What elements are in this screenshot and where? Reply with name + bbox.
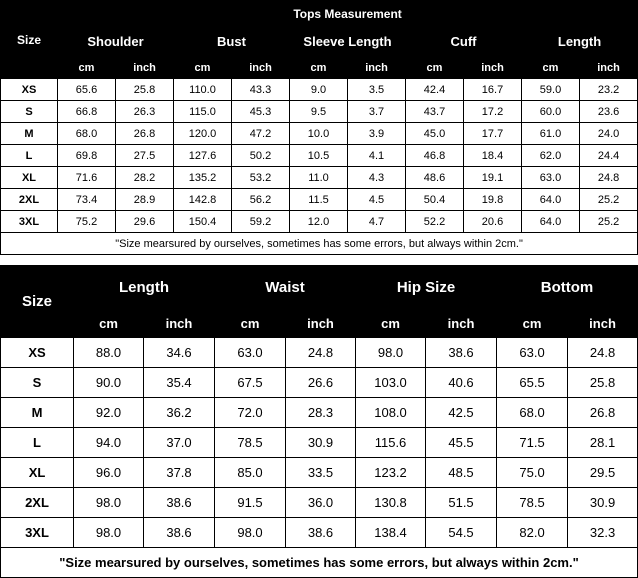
bottoms-row-size: L bbox=[1, 428, 74, 458]
tops-cell: 11.0 bbox=[290, 167, 348, 189]
bottoms-measurement-table bbox=[0, 265, 638, 578]
tops-note: "Size mearsured by ourselves, sometimes has some errors, but always within 2cm." bbox=[1, 233, 638, 255]
tops-cell: 28.9 bbox=[116, 189, 174, 211]
tops-size-header: Size bbox=[1, 1, 58, 79]
bottoms-cell: 38.6 bbox=[144, 488, 215, 518]
tops-group-cuff: Cuff bbox=[406, 27, 522, 57]
bottoms-cell: 63.0 bbox=[215, 338, 286, 368]
bottoms-group-waist: Waist bbox=[215, 266, 356, 310]
tops-cell: 50.2 bbox=[232, 145, 290, 167]
tops-unit-3: inch bbox=[232, 57, 290, 79]
tops-cell: 45.0 bbox=[406, 123, 464, 145]
table-row bbox=[1, 123, 638, 145]
tops-cell: 24.4 bbox=[580, 145, 638, 167]
tops-cell: 47.2 bbox=[232, 123, 290, 145]
tops-row-size: M bbox=[1, 123, 58, 145]
tops-cell: 142.8 bbox=[174, 189, 232, 211]
bottoms-unit-4: cm bbox=[356, 310, 426, 338]
table-row bbox=[1, 189, 638, 211]
bottoms-cell: 38.6 bbox=[144, 518, 215, 548]
tops-cell: 45.3 bbox=[232, 101, 290, 123]
bottoms-cell: 33.5 bbox=[286, 458, 356, 488]
table-row bbox=[1, 338, 638, 368]
bottoms-cell: 96.0 bbox=[74, 458, 144, 488]
bottoms-cell: 98.0 bbox=[215, 518, 286, 548]
bottoms-cell: 67.5 bbox=[215, 368, 286, 398]
tops-cell: 64.0 bbox=[522, 211, 580, 233]
tops-cell: 19.1 bbox=[464, 167, 522, 189]
bottoms-group-bottom: Bottom bbox=[497, 266, 638, 310]
tops-cell: 4.1 bbox=[348, 145, 406, 167]
tops-cell: 29.6 bbox=[116, 211, 174, 233]
tops-cell: 27.5 bbox=[116, 145, 174, 167]
bottoms-cell: 30.9 bbox=[568, 488, 638, 518]
tops-unit-8: cm bbox=[522, 57, 580, 79]
bottoms-cell: 85.0 bbox=[215, 458, 286, 488]
bottoms-row-size: XS bbox=[1, 338, 74, 368]
bottoms-cell: 32.3 bbox=[568, 518, 638, 548]
bottoms-cell: 92.0 bbox=[74, 398, 144, 428]
bottoms-unit-row bbox=[1, 310, 638, 338]
bottoms-unit-0: cm bbox=[74, 310, 144, 338]
bottoms-cell: 25.8 bbox=[568, 368, 638, 398]
tops-unit-row bbox=[1, 57, 638, 79]
bottoms-row-size: 3XL bbox=[1, 518, 74, 548]
tops-cell: 56.2 bbox=[232, 189, 290, 211]
tops-row-size: L bbox=[1, 145, 58, 167]
bottoms-cell: 138.4 bbox=[356, 518, 426, 548]
tops-cell: 25.8 bbox=[116, 79, 174, 101]
tops-cell: 69.8 bbox=[58, 145, 116, 167]
bottoms-cell: 103.0 bbox=[356, 368, 426, 398]
tops-row-size: XL bbox=[1, 167, 58, 189]
bottoms-group-hip-size: Hip Size bbox=[356, 266, 497, 310]
tops-cell: 4.7 bbox=[348, 211, 406, 233]
bottoms-cell: 75.0 bbox=[497, 458, 568, 488]
tops-cell: 20.6 bbox=[464, 211, 522, 233]
tops-cell: 73.4 bbox=[58, 189, 116, 211]
table-row bbox=[1, 398, 638, 428]
bottoms-cell: 34.6 bbox=[144, 338, 215, 368]
tops-cell: 64.0 bbox=[522, 189, 580, 211]
bottoms-cell: 82.0 bbox=[497, 518, 568, 548]
tops-cell: 10.0 bbox=[290, 123, 348, 145]
tops-cell: 50.4 bbox=[406, 189, 464, 211]
bottoms-cell: 38.6 bbox=[426, 338, 497, 368]
bottoms-cell: 63.0 bbox=[497, 338, 568, 368]
tops-cell: 150.4 bbox=[174, 211, 232, 233]
tops-cell: 18.4 bbox=[464, 145, 522, 167]
tops-cell: 19.8 bbox=[464, 189, 522, 211]
tops-cell: 43.3 bbox=[232, 79, 290, 101]
tops-cell: 16.7 bbox=[464, 79, 522, 101]
table-row bbox=[1, 167, 638, 189]
tops-unit-6: cm bbox=[406, 57, 464, 79]
tops-cell: 24.0 bbox=[580, 123, 638, 145]
tops-cell: 65.6 bbox=[58, 79, 116, 101]
tops-cell: 3.5 bbox=[348, 79, 406, 101]
tops-cell: 25.2 bbox=[580, 211, 638, 233]
bottoms-cell: 94.0 bbox=[74, 428, 144, 458]
bottoms-cell: 42.5 bbox=[426, 398, 497, 428]
tops-cell: 52.2 bbox=[406, 211, 464, 233]
bottoms-cell: 68.0 bbox=[497, 398, 568, 428]
tops-cell: 115.0 bbox=[174, 101, 232, 123]
tops-cell: 3.9 bbox=[348, 123, 406, 145]
tops-unit-5: inch bbox=[348, 57, 406, 79]
bottoms-unit-5: inch bbox=[426, 310, 497, 338]
tops-cell: 26.8 bbox=[116, 123, 174, 145]
bottoms-cell: 130.8 bbox=[356, 488, 426, 518]
tops-cell: 9.5 bbox=[290, 101, 348, 123]
bottoms-cell: 98.0 bbox=[356, 338, 426, 368]
tops-cell: 62.0 bbox=[522, 145, 580, 167]
bottoms-row-size: M bbox=[1, 398, 74, 428]
tops-group-shoulder: Shoulder bbox=[58, 27, 174, 57]
table-row bbox=[1, 518, 638, 548]
bottoms-cell: 28.3 bbox=[286, 398, 356, 428]
tops-unit-4: cm bbox=[290, 57, 348, 79]
tops-cell: 23.6 bbox=[580, 101, 638, 123]
tops-cell: 48.6 bbox=[406, 167, 464, 189]
bottoms-group-row bbox=[1, 266, 638, 310]
bottoms-unit-6: cm bbox=[497, 310, 568, 338]
bottoms-cell: 91.5 bbox=[215, 488, 286, 518]
tops-row-size: 3XL bbox=[1, 211, 58, 233]
tops-cell: 127.6 bbox=[174, 145, 232, 167]
bottoms-unit-7: inch bbox=[568, 310, 638, 338]
table-row bbox=[1, 428, 638, 458]
bottoms-cell: 37.0 bbox=[144, 428, 215, 458]
tops-title-row bbox=[1, 1, 638, 27]
tops-cell: 135.2 bbox=[174, 167, 232, 189]
tops-cell: 42.4 bbox=[406, 79, 464, 101]
tops-row-size: 2XL bbox=[1, 189, 58, 211]
bottoms-cell: 24.8 bbox=[286, 338, 356, 368]
tops-unit-0: cm bbox=[58, 57, 116, 79]
tops-group-row bbox=[1, 27, 638, 57]
tops-cell: 120.0 bbox=[174, 123, 232, 145]
bottoms-cell: 28.1 bbox=[568, 428, 638, 458]
bottoms-cell: 45.5 bbox=[426, 428, 497, 458]
tops-title: Tops Measurement bbox=[58, 1, 638, 27]
tops-cell: 17.2 bbox=[464, 101, 522, 123]
bottoms-cell: 72.0 bbox=[215, 398, 286, 428]
bottoms-cell: 51.5 bbox=[426, 488, 497, 518]
table-row bbox=[1, 145, 638, 167]
tops-cell: 24.8 bbox=[580, 167, 638, 189]
bottoms-cell: 38.6 bbox=[286, 518, 356, 548]
tops-cell: 59.2 bbox=[232, 211, 290, 233]
tops-cell: 66.8 bbox=[58, 101, 116, 123]
tops-unit-1: inch bbox=[116, 57, 174, 79]
bottoms-row-size: S bbox=[1, 368, 74, 398]
bottoms-unit-1: inch bbox=[144, 310, 215, 338]
bottoms-cell: 24.8 bbox=[568, 338, 638, 368]
bottoms-cell: 65.5 bbox=[497, 368, 568, 398]
tops-unit-9: inch bbox=[580, 57, 638, 79]
table-row bbox=[1, 368, 638, 398]
bottoms-cell: 36.0 bbox=[286, 488, 356, 518]
tops-cell: 68.0 bbox=[58, 123, 116, 145]
bottoms-size-header: Size bbox=[1, 266, 74, 338]
bottoms-note: "Size mearsured by ourselves, sometimes has some errors, but always within 2cm." bbox=[1, 548, 638, 578]
tops-group-sleeve-length: Sleeve Length bbox=[290, 27, 406, 57]
tops-group-length: Length bbox=[522, 27, 638, 57]
tops-unit-2: cm bbox=[174, 57, 232, 79]
bottoms-cell: 26.8 bbox=[568, 398, 638, 428]
tops-group-bust: Bust bbox=[174, 27, 290, 57]
tops-cell: 28.2 bbox=[116, 167, 174, 189]
tops-cell: 17.7 bbox=[464, 123, 522, 145]
tops-cell: 25.2 bbox=[580, 189, 638, 211]
tops-cell: 60.0 bbox=[522, 101, 580, 123]
tops-cell: 4.5 bbox=[348, 189, 406, 211]
tops-cell: 10.5 bbox=[290, 145, 348, 167]
tops-cell: 59.0 bbox=[522, 79, 580, 101]
tops-measurement-table bbox=[0, 0, 638, 255]
bottoms-cell: 98.0 bbox=[74, 488, 144, 518]
tops-cell: 12.0 bbox=[290, 211, 348, 233]
tops-cell: 63.0 bbox=[522, 167, 580, 189]
bottoms-cell: 115.6 bbox=[356, 428, 426, 458]
bottoms-cell: 90.0 bbox=[74, 368, 144, 398]
table-row bbox=[1, 211, 638, 233]
tops-cell: 26.3 bbox=[116, 101, 174, 123]
tops-row-size: S bbox=[1, 101, 58, 123]
bottoms-row-size: XL bbox=[1, 458, 74, 488]
bottoms-cell: 98.0 bbox=[74, 518, 144, 548]
tops-unit-7: inch bbox=[464, 57, 522, 79]
bottoms-unit-2: cm bbox=[215, 310, 286, 338]
tops-cell: 23.2 bbox=[580, 79, 638, 101]
table-row bbox=[1, 101, 638, 123]
bottoms-measurement-section bbox=[0, 265, 637, 578]
tops-cell: 53.2 bbox=[232, 167, 290, 189]
bottoms-cell: 71.5 bbox=[497, 428, 568, 458]
bottoms-cell: 108.0 bbox=[356, 398, 426, 428]
bottoms-row-size: 2XL bbox=[1, 488, 74, 518]
tops-note-row bbox=[1, 233, 638, 255]
bottoms-unit-3: inch bbox=[286, 310, 356, 338]
bottoms-cell: 88.0 bbox=[74, 338, 144, 368]
tops-cell: 4.3 bbox=[348, 167, 406, 189]
bottoms-cell: 26.6 bbox=[286, 368, 356, 398]
bottoms-note-row bbox=[1, 548, 638, 578]
bottoms-cell: 54.5 bbox=[426, 518, 497, 548]
bottoms-cell: 29.5 bbox=[568, 458, 638, 488]
tops-cell: 110.0 bbox=[174, 79, 232, 101]
table-row bbox=[1, 458, 638, 488]
tops-cell: 43.7 bbox=[406, 101, 464, 123]
tops-row-size: XS bbox=[1, 79, 58, 101]
tops-cell: 71.6 bbox=[58, 167, 116, 189]
bottoms-cell: 78.5 bbox=[215, 428, 286, 458]
table-row bbox=[1, 79, 638, 101]
table-row bbox=[1, 488, 638, 518]
tops-cell: 75.2 bbox=[58, 211, 116, 233]
tops-cell: 61.0 bbox=[522, 123, 580, 145]
bottoms-cell: 40.6 bbox=[426, 368, 497, 398]
bottoms-cell: 48.5 bbox=[426, 458, 497, 488]
bottoms-cell: 78.5 bbox=[497, 488, 568, 518]
bottoms-cell: 123.2 bbox=[356, 458, 426, 488]
bottoms-cell: 37.8 bbox=[144, 458, 215, 488]
tops-cell: 3.7 bbox=[348, 101, 406, 123]
bottoms-cell: 36.2 bbox=[144, 398, 215, 428]
bottoms-group-length: Length bbox=[74, 266, 215, 310]
tops-cell: 46.8 bbox=[406, 145, 464, 167]
tops-cell: 9.0 bbox=[290, 79, 348, 101]
tops-cell: 11.5 bbox=[290, 189, 348, 211]
bottoms-cell: 35.4 bbox=[144, 368, 215, 398]
bottoms-cell: 30.9 bbox=[286, 428, 356, 458]
